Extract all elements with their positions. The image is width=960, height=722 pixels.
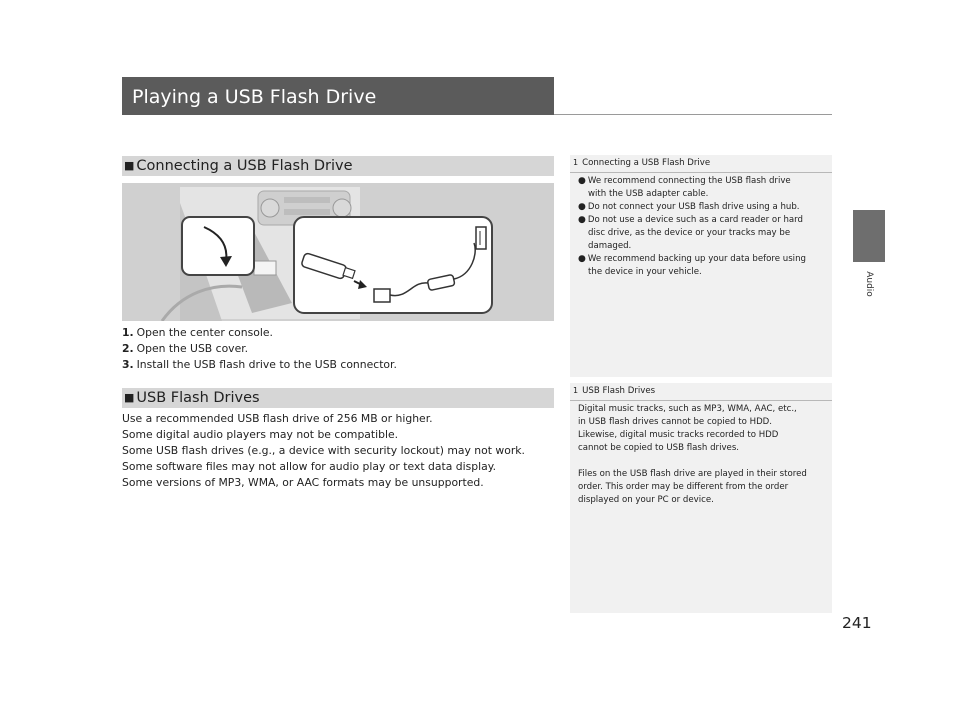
note-text: We recommend backing up your data before using [587,254,806,264]
console-illustration-svg [122,183,554,321]
note-bullet-line [578,214,806,227]
side-note-body [578,175,806,279]
page-title: Playing a USB Flash Drive [132,86,377,108]
note-line: order. This order may be different from the order [578,482,789,492]
step-3 [122,358,397,371]
chapter-tab-label-wrap [846,264,892,304]
section-heading-text: Connecting a USB Flash Drive [136,158,353,174]
usb-connection-illustration [122,183,554,321]
note-bullet-line [578,201,806,214]
note-number: 1 [573,386,579,395]
side-note-title [573,158,710,168]
note-title-text: Connecting a USB Flash Drive [582,158,711,168]
body-line: Some versions of MP3, WMA, or AAC formats may be unsupported. [122,476,484,489]
step-2 [122,342,248,355]
side-note-body [578,403,807,507]
note-text: Do not use a device such as a card reader or hard [587,215,804,225]
body-line: Some digital audio players may not be compatible. [122,428,399,441]
step-1 [122,326,273,339]
bullet-icon: ● [578,215,586,225]
side-note-title [573,386,655,396]
body-line: Some software files may not allow for audio play or text data display. [122,460,497,473]
note-bullet-line [578,175,806,188]
title-divider [554,114,832,115]
bullet-icon: ● [578,202,586,212]
bullet-icon: ● [578,176,586,186]
note-title-text: USB Flash Drives [582,386,656,396]
note-line: the device in your vehicle. [588,267,702,277]
step-text: Open the center console. [136,326,273,339]
note-bullet-line [578,253,806,266]
page-number: 241 [842,614,872,632]
section-heading-text: USB Flash Drives [136,390,260,406]
note-divider [570,172,832,173]
chapter-tab-label: Audio [864,271,874,297]
chapter-tab [853,210,885,262]
step-number: 3. [122,358,134,371]
section-heading-connecting [124,156,353,176]
section-marker-icon: ■ [124,391,135,404]
body-line: Use a recommended USB flash drive of 256 MB or higher. [122,412,433,425]
note-line: in USB flash drives cannot be copied to HDD. [578,417,773,427]
section-heading-usb-drives [124,388,260,408]
note-line: cannot be copied to USB flash drives. [578,443,740,453]
step-number: 1. [122,326,134,339]
note-line: disc drive, as the device or your tracks may be [588,228,791,238]
note-line: Digital music tracks, such as MP3, WMA, AAC, etc., [578,404,797,414]
note-number: 1 [573,158,579,167]
note-line: damaged. [588,241,632,251]
step-text: Install the USB flash drive to the USB connector. [136,358,397,371]
section-marker-icon: ■ [124,159,135,172]
step-number: 2. [122,342,134,355]
note-line: displayed on your PC or device. [578,495,714,505]
note-line: Likewise, digital music tracks recorded to HDD [578,430,779,440]
body-line: Some USB flash drives (e.g., a device with security lockout) may not work. [122,444,525,457]
note-text: Do not connect your USB flash drive using a hub. [587,202,800,212]
note-blank-line [578,455,807,468]
note-divider [570,400,832,401]
note-line: with the USB adapter cable. [588,189,709,199]
bullet-icon: ● [578,254,586,264]
step-text: Open the USB cover. [136,342,249,355]
note-text: We recommend connecting the USB flash drive [587,176,791,186]
note-line: Files on the USB flash drive are played in their stored [578,469,807,479]
